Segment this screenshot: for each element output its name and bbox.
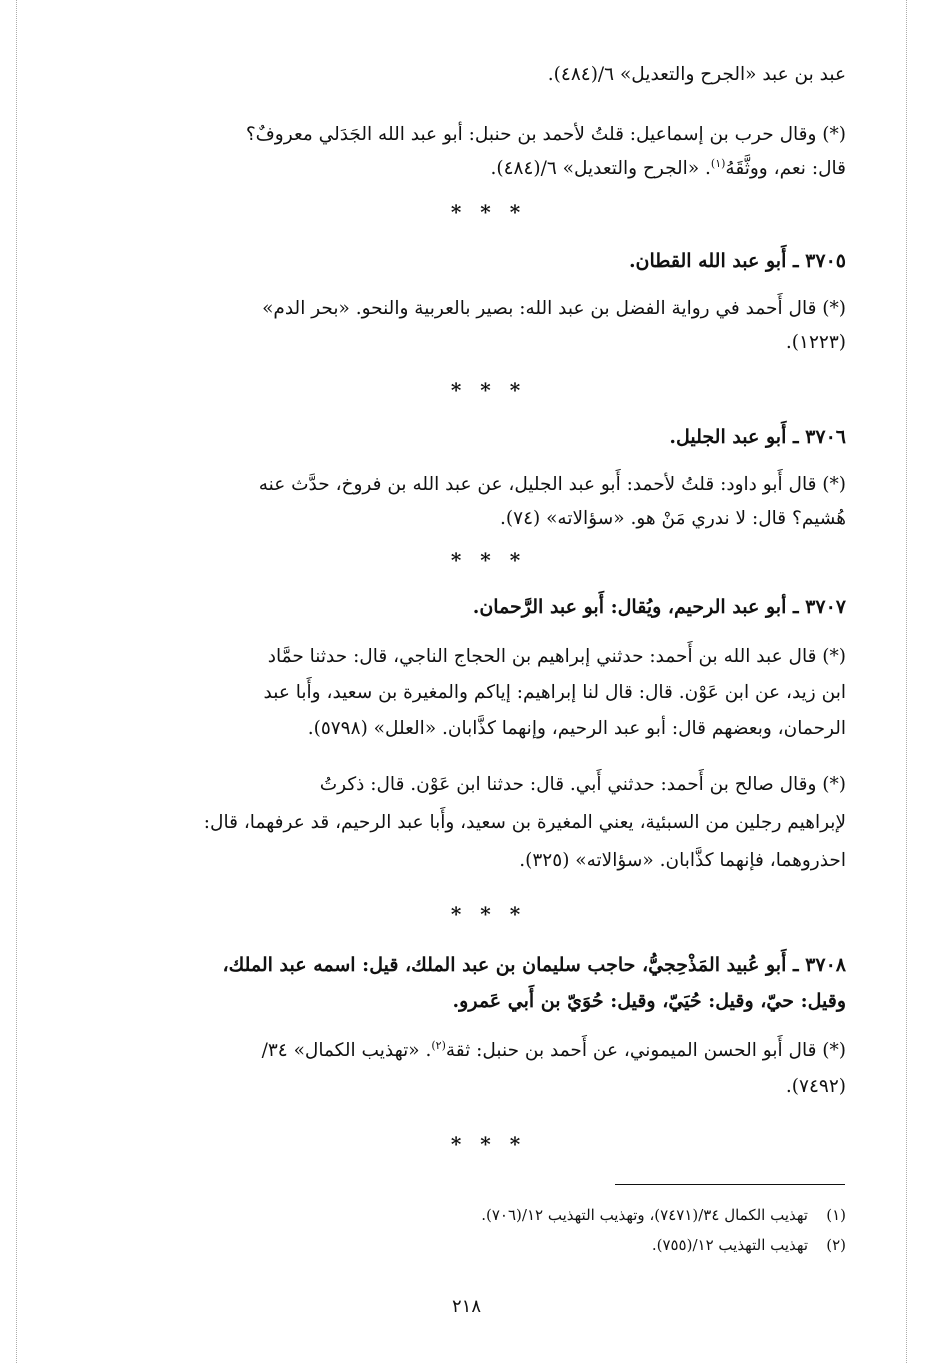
text-line: عبد بن عبد «الجرح والتعديل» ٦/(٤٨٤).	[547, 64, 846, 85]
text-line: الرحمان، وبعضهم قال: أبو عبد الرحيم، وإنهما كذَّابان. «العلل» (٥٧٩٨).	[307, 718, 846, 739]
text-line	[62, 1034, 846, 1068]
footnote	[62, 1234, 846, 1256]
text-line: (*) قال أَحمد في رواية الفضل بن عبد الله: بصير بالعربية والنحو. «بحر الدم»	[262, 298, 846, 319]
text-line: لإبراهيم رجلين من السبئية، يعني المغيرة بن سعيد، وأَبا عبد الرحيم، قد عرفهما، قال:	[203, 812, 846, 833]
section-separator: * * *	[450, 548, 527, 572]
text-line: (*) وقال حرب بن إسماعيل: قلتُ لأحمد بن حنبل: أبو عبد الله الجَدَلي معروفٌ؟	[245, 124, 846, 145]
entry-heading: ٣٧٠٦ ـ أَبو عبد الجليل.	[669, 426, 846, 448]
text-run: . «الجرح والتعديل» ٦/(٤٨٤).	[490, 158, 711, 179]
footnote-ref: (١)	[710, 156, 726, 170]
text-line: (٧٤٩٢).	[785, 1076, 846, 1097]
text-line: ابن زيد، عن ابن عَوْن. قال: قال لنا إبراهيم: إياكم والمغيرة بن سعيد، وأَبا عبد	[263, 682, 846, 703]
footnote-text: تهذيب الكمال ٣٤/(٧٤٧١)، وتهذيب التهذيب ١٢/(٧٠٦).	[481, 1206, 808, 1224]
text-run: . «تهذيب الكمال» ٣٤/	[261, 1040, 432, 1061]
text-line: احذروهما، فإنهما كذَّابان. «سؤالاته» (٣٢٥).	[519, 850, 846, 871]
text-line: (*) قال أَبو داود: قلتُ لأحمد: أَبو عبد الجليل، عن عبد الله بن فروخ، حدَّث عنه	[258, 474, 846, 495]
text-line	[62, 152, 846, 186]
section-separator: * * *	[450, 1132, 527, 1156]
entry-heading: ٣٧٠٨ ـ أَبو عُبيد المَذْحِجيُّ، حاجب سليمان بن عبد الملك، قيل: اسمه عبد الملك،	[222, 954, 846, 976]
footnote	[62, 1204, 846, 1226]
scan-margin-line	[16, 0, 17, 1363]
text-line: (١٢٢٣).	[785, 332, 846, 353]
text-line: (*) قال عبد الله بن أَحمد: حدثني إبراهيم بن الحجاج الناجي، قال: حدثنا حمَّاد	[267, 646, 846, 667]
section-separator: * * *	[450, 200, 527, 224]
footnote-rule	[615, 1184, 845, 1185]
footnote-number: (١)	[826, 1206, 846, 1224]
footnote-text: تهذيب التهذيب ١٢/(٧٥٥).	[651, 1236, 808, 1254]
section-separator: * * *	[450, 378, 527, 402]
entry-heading: وقيل: حيّ، وقيل: حُيَيّ، وقيل: حُوَيّ بن أَبي عَمرو.	[452, 990, 846, 1012]
text-run: قال: نعم، ووثَّقَهُ	[725, 158, 846, 179]
entry-heading: ٣٧٠٧ ـ أبو عبد الرحيم، ويُقال: أَبو عبد الرَّحمان.	[472, 596, 846, 618]
entry-heading: ٣٧٠٥ ـ أَبو عبد الله القطان.	[628, 250, 846, 272]
footnote-ref: (٢)	[431, 1038, 446, 1052]
page-number: ٢١٨	[451, 1296, 481, 1317]
text-line: (*) وقال صالح بن أَحمد: حدثني أَبي. قال: حدثنا ابن عَوْن. قال: ذكرتُ	[319, 774, 846, 795]
section-separator: * * *	[450, 902, 527, 926]
text-run: (*) قال أَبو الحسن الميموني، عن أَحمد بن حنبل: ثقة	[445, 1040, 846, 1061]
footnote-number: (٢)	[826, 1236, 846, 1254]
text-line: هُشيم؟ قال: لا ندري مَنْ هو. «سؤالاته» (٧٤).	[500, 508, 846, 529]
